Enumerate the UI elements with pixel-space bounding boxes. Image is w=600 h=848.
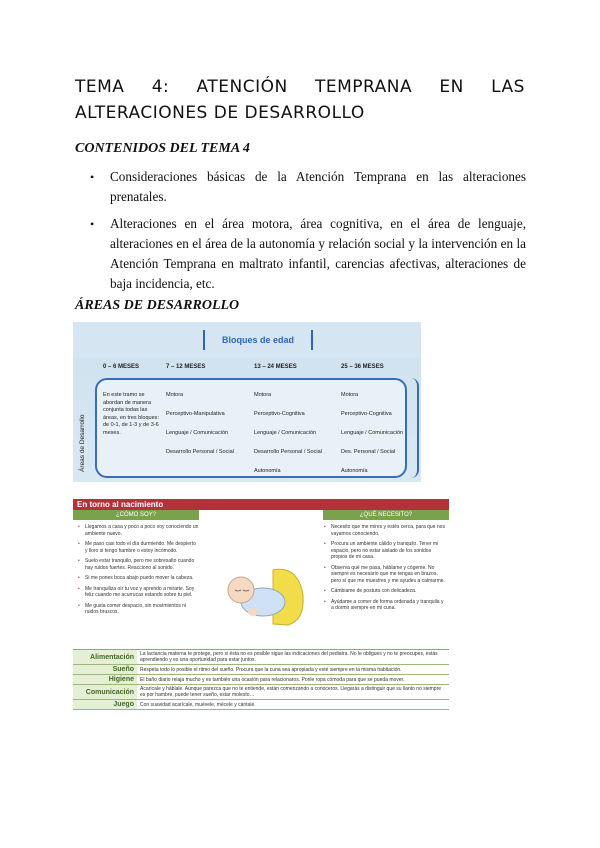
row-label: Sueño (73, 665, 137, 675)
area-item: Des. Personal / Social (341, 449, 396, 455)
areas-heading: ÁREAS DE DESARROLLO (75, 298, 240, 313)
row-value: Con suavidad acarícale, muévele, mécele y cántale. (137, 700, 449, 710)
area-item: Autonomía (254, 468, 281, 474)
areas-column (166, 392, 234, 468)
table-row (73, 665, 449, 675)
age-header: 25 – 36 MESES (341, 364, 384, 370)
areas-column (254, 392, 322, 487)
age-blocks-figure (73, 322, 421, 482)
area-item: Perceptivo-Cognitiva (254, 411, 305, 417)
contents-item: • Consideraciones básicas de la Atención Temprana en las alteraciones prenatales. (90, 167, 526, 208)
row-value: Acarícale y háblale. Aunque parezca que no te entiende, están comenzando a conoceros. Llegarás a distinguir que su llanto no siempre es por hambre, puede tener sueño, estar molesto… (137, 685, 449, 700)
areas-column (341, 392, 403, 487)
area-item: Motora (341, 392, 359, 398)
title-word: ATENCIÓN (196, 77, 288, 97)
right-title: ¿QUÉ NECESITO? (323, 510, 449, 520)
document-title (75, 74, 525, 126)
list-item: • Me gusta comer despacio, sin movimientos ni ruidos bruscos. (77, 603, 199, 616)
table-row (73, 685, 449, 700)
table-row (73, 675, 449, 685)
figure-body (73, 520, 449, 650)
row-value: Respeta todo lo posible el ritmo del sueño. Procura que la cuna sea apropiada y esté siempre en la misma habitación. (137, 665, 449, 675)
figure-header: En torno al nacimiento (73, 499, 449, 510)
area-item: Perceptivo-Manipulativa (166, 411, 225, 417)
age-header: 0 – 6 MESES (103, 364, 140, 370)
contents-list (90, 167, 526, 301)
title-word: TEMPRANA (314, 77, 413, 97)
list-item: • Procura un ambiente cálido y tranquilo. Tener mi espacio, pero no estar aislado de los sonidos propios de mi casa. (323, 541, 447, 561)
table-row (73, 700, 449, 710)
area-item: Lenguaje / Comunicación (254, 430, 317, 436)
table-row (73, 650, 449, 665)
title-word: 4: (151, 77, 170, 97)
age-header: 13 – 24 MESES (254, 364, 297, 370)
sleeping-baby-icon (203, 550, 318, 630)
list-item: • Llegamos a casa y poco a poco voy conociendo un ambiente nuevo. (77, 524, 199, 537)
list-item: • Cámbiame de postura con delicadeza. (323, 588, 447, 595)
title-word: TEMA (75, 77, 125, 97)
left-title: ¿CÓMO SOY? (73, 510, 199, 520)
list-item: • Me paso casi todo el día durmiendo. Me despierto y lloro si tengo hambre o estoy incómodo. (77, 541, 199, 554)
title-line-1 (75, 74, 525, 100)
contents-item: • Alteraciones en el área motora, área cognitiva, en el área de lenguaje, alteraciones en el área de la autonomía y relación social y la intervención en la Atención Temprana en maltrato infantil, carencias afectivas, alteraciones de baja incidencia, etc. (90, 214, 526, 295)
figure-subheader (73, 510, 449, 520)
area-item: Lenguaje / Comunicación (341, 430, 404, 436)
area-item: Motora (254, 392, 272, 398)
contents-heading: CONTENIDOS DEL TEMA 4 (75, 141, 250, 156)
care-table (73, 650, 449, 710)
side-label: Áreas de Desarrollo (79, 414, 86, 472)
what-i-need-list (323, 524, 447, 616)
area-item: Desarrollo Personal / Social (166, 449, 234, 455)
list-item: • Me tranquiliza oír tu voz y aprendo a mirarte. Soy feliz cuando me acurrucas estando sobre tu piel. (77, 586, 199, 599)
area-item: Autonomía (341, 468, 368, 474)
row-label: Higiene (73, 675, 137, 685)
row-label: Juego (73, 700, 137, 710)
title-line-2: ALTERACIONES DE DESARROLLO (75, 103, 365, 123)
list-item: • Ayúdame a comer de forma ordenada y tranquila y a dormir siempre en mi cuna. (323, 599, 447, 612)
list-item: • Observa qué me pasa, háblame y cógeme. No siempre es necesario que me tengas en brazos, pero sí que me muestres y me ayudes a calmarme. (323, 565, 447, 585)
area-item: Lenguaje / Comunicación (166, 430, 229, 436)
row-value: El baño diario relaja mucho y es también una ocasión para relacionaros. Ponle ropa cómoda para que se pueda mover. (137, 675, 449, 685)
figure-title: Bloques de edad (203, 330, 313, 350)
area-item: Desarrollo Personal / Social (254, 449, 322, 455)
list-item: • Si me pones boca abajo puedo mover la cabeza. (77, 575, 199, 582)
area-item: Perceptivo-Cognitiva (341, 411, 392, 417)
row-value: La lactancia materna te protege, pero si ésta no es posible sigue las indicaciones del pediatra. No le obligues y no te preocupes, estás aprendiendo y es una oportunidad para estar juntos. (137, 650, 449, 665)
age-header: 7 – 12 MESES (166, 364, 206, 370)
title-word: EN (439, 77, 464, 97)
how-am-i-list (77, 524, 199, 620)
row-label: Comunicación (73, 685, 137, 700)
title-word: LAS (491, 77, 525, 97)
row-label: Alimentación (73, 650, 137, 665)
spacer (199, 510, 323, 520)
area-item: Motora (166, 392, 184, 398)
intro-text: En este tramo se abordan de manera conjunta todas las áreas, en tres bloques: de 0-1, de 1-3 y de 3-6 meses. (103, 392, 159, 436)
list-item: • Suelo estar tranquilo, pero me sobresalto cuando hay ruidos fuertes. Reacciono al sonido. (77, 558, 199, 571)
brace-icon (411, 378, 419, 478)
list-item: • Necesito que me mires y estés cerca, para que nos vayamos conociendo. (323, 524, 447, 537)
newborn-figure (73, 499, 449, 731)
